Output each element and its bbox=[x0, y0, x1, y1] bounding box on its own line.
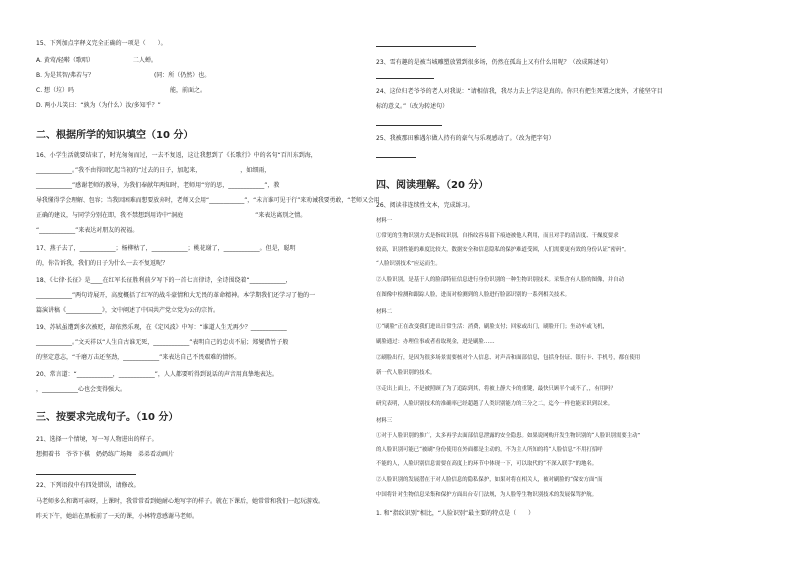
q24: 24、这位归老爷爷的老人对我说：“请相信我，我尽力去上学这是真的。你只有把生死置之度外，才能坚守目 bbox=[376, 88, 663, 95]
section2-line: 20、常言道：“____________，____________”，人人都要听得到说话的声音用真挚地表达。 bbox=[36, 371, 278, 378]
passage-line: ③走出上面上，不是被照顾了为了追踪到其，将被上静大卡的重键，最快只顾半个或不了，，有用吗？ bbox=[376, 386, 616, 392]
answer-blank[interactable] bbox=[36, 474, 136, 475]
section2-line: 18、《七律·长征》是____在红军长征胜利前夕写下的一首七言律诗，全诗围绕着“____________， bbox=[36, 277, 292, 284]
passage-line: 中国将针对生物信息采集和保护方面出台专门法规，为人脸等生物识别技术的发展保驾护航。 bbox=[376, 492, 598, 498]
answer-blank[interactable] bbox=[376, 78, 434, 79]
passage-line: 的人脸识别可能已“被刷”身份使用在外面都是主动的，不为主人所知的将“人脸信息”不用打招呼 bbox=[376, 447, 603, 453]
section2-line: ____________”感谢老师的教导，为我们奉献年两知时，老师用“穷的思，____________”，教 bbox=[36, 182, 280, 189]
section3-title: 三、按要求完成句子。（10 分） bbox=[36, 412, 179, 423]
passage-line: “人脸识别技术”应运而生。 bbox=[376, 261, 441, 267]
passage-line: 刷脸通过：办理住事或者看取现金，进是刷脸…… bbox=[376, 339, 495, 345]
section2-line: 正确的建议，与同学分别在即，我不禁想到用诗中“洞庭 ”来表达离别之情。 bbox=[36, 212, 307, 219]
section3-line: 想拥着书 爷爷下棋 奶奶练广场舞 弟弟看动画片 bbox=[36, 451, 175, 458]
answer-blank[interactable] bbox=[376, 46, 476, 47]
section3-line: 21、选择一个情境，写一写人物进出的样子。 bbox=[36, 436, 158, 443]
section2-line: ____________。”文天祥以“人生自古谁无死，____________”表明自己的忠贞不屈；郑燮借竹子般 bbox=[36, 339, 289, 346]
section2-title: 二、根据所学的知识填空（10 分） bbox=[36, 130, 194, 141]
passage-line: 新一代人脸识别的技术。 bbox=[376, 370, 436, 376]
q15-option-a: A. 黄莺/轻啭（歌唱） 二人蝉。 bbox=[36, 57, 157, 64]
passage-line: 不能的人，人脸识别信息需要在高度上的环节中体现一下，可以取代的“不深入联手”的地名。 bbox=[376, 461, 598, 467]
passage-line: ①常见的生物识别方式是指纹识别，自指纹容易留下痕迹被他人利用，而且对手的清洁度、干燥度要求 bbox=[376, 233, 619, 239]
section3-line: 22、下列语段中有四处错误，请修改。 bbox=[36, 482, 140, 489]
material-label: 材料二 bbox=[376, 309, 393, 315]
q15-option-c: C. 想（垃）吗 能，前面之。 bbox=[36, 87, 207, 94]
passage-line: 在图像中检测和跟踪人脸，进而对检测到的人脸进行脸部识别的一系列相关技术。 bbox=[376, 292, 571, 298]
passage-line: 较高，识别性能的难度比较大，数据安全和信息隐私的保护难道受困，人们需要更有效的身份认证“密码”。 bbox=[376, 247, 630, 253]
section2-line: ____________。”我不由得回忆起当初的“过去的日子，加起来， ，如细雨， bbox=[36, 167, 271, 174]
q24-cont: 标的意义。”（改为转述句） bbox=[376, 103, 449, 110]
section2-line: ，____________心也会变得强大。 bbox=[36, 386, 127, 393]
material-label: 材料三 bbox=[376, 418, 393, 424]
passage-line: ①“刷脸”正在改变我们进出日常生活：消费，刷脸支付；回家或出门，刷脸开门；坐动车或飞机， bbox=[376, 324, 608, 330]
passage-line: ②人脸识别，是基于人的脸部特征信息进行身份识别的一种生物识别技术。采集含有人脸的图像，并自动 bbox=[376, 277, 624, 283]
passage-line: ②刷脸出行，是因为很多场景需要核对个人信息、对声音和面部信息，包括身份证、银行卡、手机号，都在使用 bbox=[376, 355, 641, 361]
section3-line: 昨天下午，她站在黑板前了一天的课，小林特意感谢马老师。 bbox=[36, 513, 199, 520]
section2-line: 19、苏轼虽遭到多次被贬，却依然乐观，在《定风波》中写：“谁道人生无再少？____________ bbox=[36, 324, 287, 331]
answer-blank[interactable] bbox=[376, 125, 442, 126]
passage-line: ①对于人脸识别的推广，太多再学去面部信息泄露的安全隐患。如果说网购开发生物识别的“人脸识别需要主动” bbox=[376, 433, 641, 439]
answer-blank[interactable] bbox=[376, 157, 416, 158]
q26-intro: 26、阅读非连续性文本，完成练习。 bbox=[376, 202, 474, 209]
q15-stem: 15、下列加点字释义完全正确的一项是（ ）。 bbox=[36, 40, 167, 47]
question-1: 1. 和“指纹识别”相比，“人脸识别”最主要的特点是（ ） bbox=[376, 510, 535, 517]
section2-line: “____________”来表达对朋友的祝福。 bbox=[36, 227, 139, 234]
section2-line: ____________”两句诗展开，高度概括了红军的战斗豪情和大无畏的革命精神。本学期我们还学习了他的一 bbox=[36, 292, 316, 299]
section2-line: 篇演讲稿《____________》，文中阐述了中国共产党立党为公的宗旨。 bbox=[36, 307, 220, 314]
section2-line: 17、燕子去了，____________；杨柳枯了，____________；桃花谢了，____________。但是，聪明 bbox=[36, 245, 296, 252]
passage-line: 研究表明，人脸识别技术的准确率已经超越了人类识别能力的三分之二，迄今一样也能采识到以来。 bbox=[376, 401, 614, 407]
section4-title: 四、阅读理解。（20 分） bbox=[376, 180, 489, 191]
section2-line: 的，你告诉我，我们的日子为什么一去不复返呢？ bbox=[36, 260, 169, 267]
q23: 23、雪有趣的是被当城雕塑放置到很多场，仍然在孤岛上又有什么用呢？（改成陈述句） bbox=[376, 59, 612, 66]
q15-option-d: D. 两小儿笑曰：“孰为（为什么）汝/多知乎？” bbox=[36, 102, 161, 109]
q25: 25、我被那田雅遇尔做人持有的豪气与乐观感动了。（改为把字句） bbox=[376, 135, 555, 142]
section3-line: 马老师多么和蔼可亲呀，上课时，我常常看到她耐心地写字的样子。就在下课后，她常常和我们一起玩游戏。 bbox=[36, 498, 325, 505]
q15-option-b: B. 为是其智/弗若与？ (同：所（仍然）也。 bbox=[36, 72, 211, 79]
section2-line: 16、小学生活就要结束了，时光匆匆而过，一去不复返，这让我想到了《长歌行》中的名句“百川东到海， bbox=[36, 152, 317, 159]
section2-line: 导我懂得学会理解、包容；当我因困难而想要放弃时，老师又会用“____________”，“未言谁可见于行”来劝诫我要勇敢，“老师又会用 bbox=[36, 197, 380, 204]
material-label: 材料一 bbox=[376, 218, 393, 224]
section2-line: 的坚定意志，“千磨万击还坚劲，____________”来表达自己不畏艰难的情怀。 bbox=[36, 354, 241, 361]
passage-line: ②人脸识别的发展潜在于对人脸信息的隐私保护，如果对将在相关人，被对刷脸的“保安方面”而 bbox=[376, 477, 603, 483]
